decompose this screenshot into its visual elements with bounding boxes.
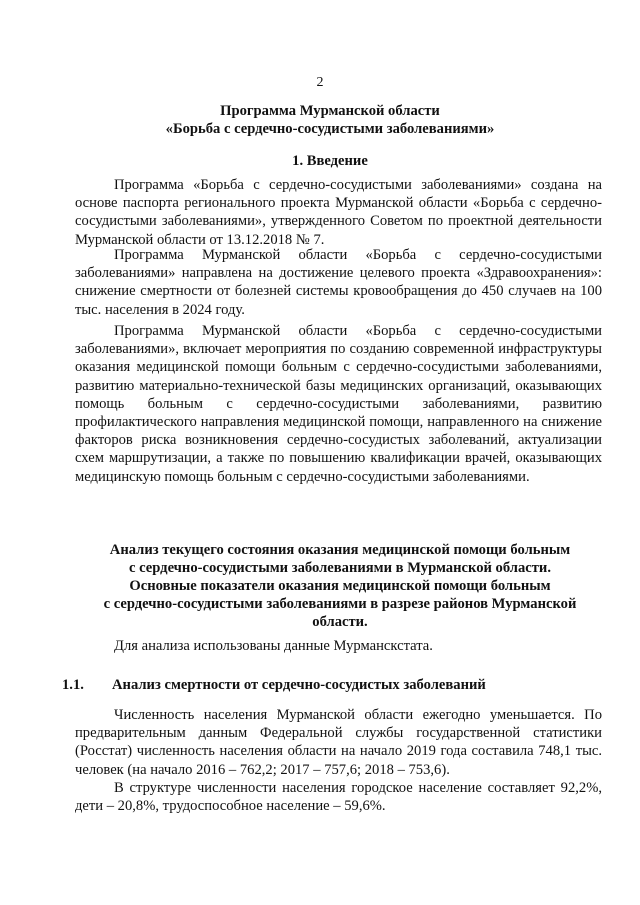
- analysis-heading: [70, 541, 610, 631]
- analysis-heading-line-4: с сердечно-сосудистыми заболеваниями в разрезе районов Мурманской: [103, 596, 577, 612]
- section-paragraph-1: Численность населения Мурманской области ежегодно уменьшается. По предварительным данным Федеральной службы государственной статистики (Росстат) численность населения области на начало 2019 года составила 748,1 тыс. человек (на начало 2016 – 762,2; 2017 – 757,6; 2018 – 753,6).: [75, 707, 602, 778]
- data-source-note: Для анализа использованы данные Мурманскстата.: [114, 638, 433, 654]
- document-title: [60, 102, 600, 138]
- section-number: 1.1.: [62, 677, 84, 693]
- title-line-1: Программа Мурманской области: [220, 103, 440, 119]
- title-line-2: «Борьба с сердечно-сосудистыми заболеваниями»: [165, 121, 495, 137]
- analysis-heading-line-2: с сердечно-сосудистыми заболеваниями в Мурманской области.: [129, 560, 551, 576]
- intro-heading: 1. Введение: [292, 153, 368, 169]
- intro-paragraph-1: Программа «Борьба с сердечно-сосудистыми заболеваниями» создана на основе паспорта регионального проекта Мурманской области «Борьба с сердечно-сосудистыми заболеваниями», утвержденного Советом по проектной деятельности Мурманской области от 13.12.2018 № 7.: [75, 177, 602, 248]
- section-title: Анализ смертности от сердечно-сосудистых заболеваний: [112, 677, 486, 693]
- intro-paragraph-3: Программа Мурманской области «Борьба с сердечно-сосудистыми заболеваниями», включает мероприятия по созданию современной инфраструктуры оказания медицинской помощи больным с сердечно-сосудистыми заболеваниями, развитию материально-технической базы медицинских организаций, оказывающих помощь больным с сердечно-сосудистыми заболеваниями, развитию профилактического направления медицинской помощи, направленного на снижение факторов риска возникновения сердечно-сосудистых заболеваний, актуализации схем маршрутизации, а также по повышению квалификации врачей, оказывающих медицинскую помощь больным с сердечно-сосудистыми заболеваниями.: [75, 323, 602, 485]
- section-paragraph-2: В структуре численности населения городское население составляет 92,2%, дети – 20,8%, трудоспособное население – 59,6%.: [75, 780, 602, 815]
- analysis-heading-line-5: области.: [312, 614, 368, 630]
- page-number: 2: [316, 75, 324, 90]
- intro-paragraph-2: Программа Мурманской области «Борьба с сердечно-сосудистыми заболеваниями» направлена на достижение целевого проекта «Здравоохранения»: снижение смертности от болезней системы кровообращения до 450 случаев на 100 тыс. населения в 2024 году.: [75, 247, 602, 318]
- analysis-heading-line-3: Основные показатели оказания медицинской помощи больным: [129, 578, 551, 594]
- analysis-heading-line-1: Анализ текущего состояния оказания медицинской помощи больным: [109, 542, 571, 558]
